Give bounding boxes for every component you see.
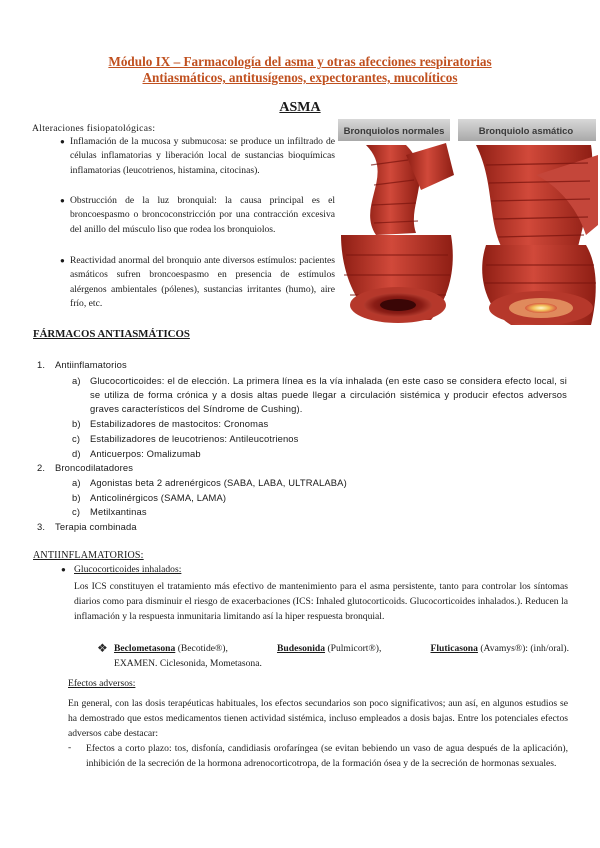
brand-avamys: (Avamys®): (inh/oral). xyxy=(480,643,569,654)
exam-drugs-line: EXAMEN. Ciclesonida, Mometasona. xyxy=(114,658,262,669)
list-letter: d) xyxy=(72,448,81,459)
brand-pulmicort: (Pulmicort®), xyxy=(327,643,382,654)
dash-bullet: - xyxy=(68,742,72,753)
drug-list-line xyxy=(114,642,569,656)
drug-beclometasona: Beclometasona xyxy=(114,643,176,654)
module-subtitle: Antiasmáticos, antitusígenos, expectorantes, mucolíticos xyxy=(142,70,458,85)
list-letter: b) xyxy=(72,492,81,503)
list-subitem: Anticuerpos: Omalizumab xyxy=(90,448,201,459)
efectos-paragraph: En general, con las dosis terapéuticas habituales, los efectos secundarios son poco significativos; aun así, en algunos estudios se ha demostrado que estos medicamentos tienen actividad sistémica, incluso empleados a dosis bajas. Entre los potenciales efectos adversos cabe destacar: xyxy=(68,698,568,739)
diamond-icon: ❖ xyxy=(97,641,108,655)
efectos-corto-plazo: Efectos a corto plazo: tos, disfonía, candidiasis orofaríngea (se evitan bebiendo un vaso de agua después de la aplicación), inhibición de la secreción de la hormona adrenocorticotropa, de la formación ósea y de la secreción de hormonas sexuales. xyxy=(86,743,568,769)
list-letter: a) xyxy=(72,375,81,386)
list-letter: b) xyxy=(72,418,81,429)
section-title-antiinflamatorios: ANTIINFLAMATORIOS: xyxy=(33,550,144,561)
efectos-adversos-title: Efectos adversos: xyxy=(68,678,136,689)
list-item-antiinflamatorios: Antiinflamatorios xyxy=(55,359,127,370)
module-title: Módulo IX – Farmacología del asma y otras afecciones respiratorias xyxy=(108,54,492,69)
list-letter: c) xyxy=(72,506,81,517)
alteracion-item: Inflamación de la mucosa y submucosa: se produce un infiltrado de células inflamatorias y liberación local de sustancias bioquímicas inflamatorias (leucotrienos, histamina, citocinas). xyxy=(70,136,335,176)
bullet-icon: ● xyxy=(60,137,65,146)
label-normal: Bronquiolos normales xyxy=(343,126,445,137)
list-letter: a) xyxy=(72,477,81,488)
bullet-icon: ● xyxy=(60,256,65,265)
brand-becotide: (Becotide®), xyxy=(177,643,228,654)
list-subitem: Glucocorticoides: el de elección. La primera línea es la vía inhalada (en este caso se considera efecto local, si se utiliza de forma crónica y a dosis altas puede llegar a circulación sistémica y producir efectos adversos graves característicos del Síndrome de Cushing). xyxy=(90,375,567,414)
bullet-icon: ● xyxy=(60,196,65,205)
list-number: 3. xyxy=(37,521,46,532)
section-title-asma: ASMA xyxy=(279,100,321,115)
ics-paragraph: Los ICS constituyen el tratamiento más efectivo de mantenimiento para el asma persistente, tanto para controlar los síntomas diarios como para disminuir el riesgo de exacerbaciones (ICS: Inhaled glutocorticoids. Glucocorticoides inhalados.). Reducen la inflamación y la respuesta inmunitaria limitando así la hiper respuesta bronquial. xyxy=(74,581,568,622)
bullet-icon: ● xyxy=(61,565,66,574)
list-number: 1. xyxy=(37,359,46,370)
alteracion-item: Obstrucción de la luz bronquial: la causa principal es el broncoespasmo o broncoconstricción por una contracción excesiva del anillo del músculo liso que rodea los bronquiolos. xyxy=(70,195,335,235)
list-subitem: Agonistas beta 2 adrenérgicos (SABA, LABA, ULTRALABA) xyxy=(90,477,347,488)
list-item-broncodilatadores: Broncodilatadores xyxy=(55,462,134,473)
list-number: 2. xyxy=(37,462,46,473)
drug-fluticasona: Fluticasona xyxy=(430,643,478,654)
list-letter: c) xyxy=(72,433,81,444)
bronchiole-illustration xyxy=(336,115,598,327)
list-subitem: Anticolinérgicos (SAMA, LAMA) xyxy=(90,492,227,503)
alteraciones-intro: Alteraciones fisiopatológicas: xyxy=(32,123,156,134)
drug-budesonida: Budesonida xyxy=(277,643,326,654)
list-subitem: Estabilizadores de mastocitos: Cronomas xyxy=(90,418,269,429)
label-asthmatic: Bronquiolo asmático xyxy=(478,126,574,137)
alteracion-item: Reactividad anormal del bronquio ante diversos estímulos: pacientes asmáticos sufren broncoespasmo en presencia de estímulos alérgenos ambientales (pólenes), sustancias irritantes (humo), aire frío, etc. xyxy=(70,255,335,310)
list-item-terapia: Terapia combinada xyxy=(55,521,137,532)
subsection-glucocorticoides: Glucocorticoides inhalados: xyxy=(74,564,182,575)
list-subitem: Metilxantinas xyxy=(90,506,147,517)
section-title-farmacos: FÁRMACOS ANTIASMÁTICOS xyxy=(33,328,190,340)
list-subitem: Estabilizadores de leucotrienos: Antileucotrienos xyxy=(90,433,299,444)
